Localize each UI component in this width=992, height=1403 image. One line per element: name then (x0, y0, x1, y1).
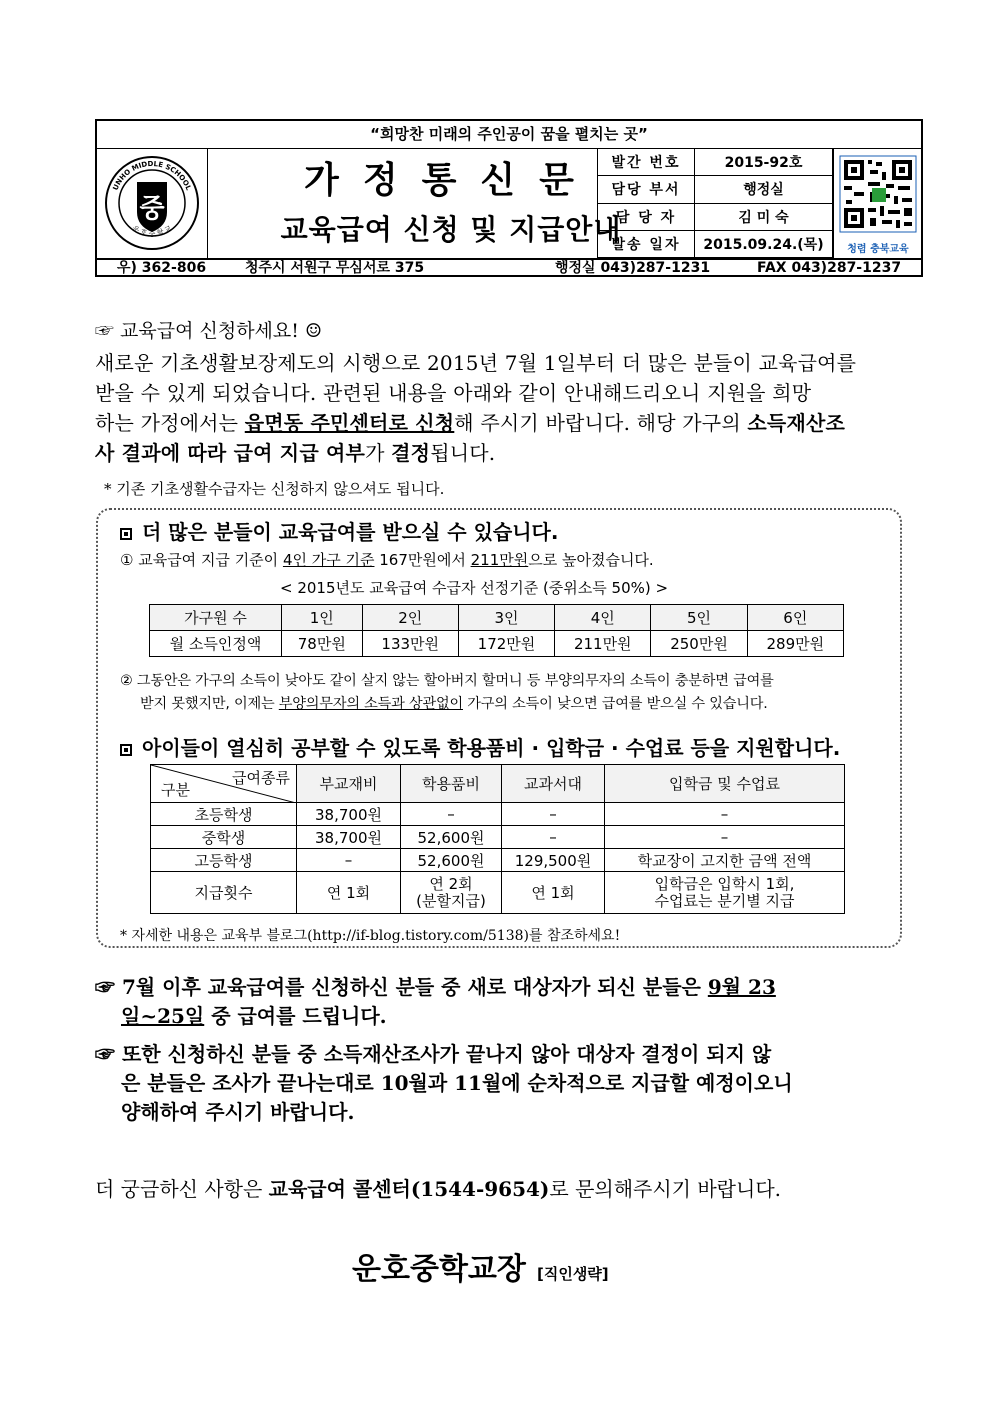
intro-line-3: 하는 가정에서는 읍면동 주민센터로 신청해 주시기 바랍니다. 해당 가구의 소득재산조 (95, 411, 846, 435)
info-row: 발간 번호 2015-92호 (598, 149, 833, 176)
info-row: 담 당 자 김 미 숙 (598, 203, 833, 230)
benefit-table (150, 764, 845, 914)
intro-line-4: 사 결과에 따라 급여 지급 여부가 결정됩니다. (95, 441, 496, 465)
qr-code-icon (834, 148, 922, 240)
logo-text-top: UNHO MIDDLE SCHOOL (111, 159, 193, 192)
signature-block (352, 1244, 609, 1288)
qr-code (833, 148, 922, 258)
subject-title: 교육급여 신청 및 지급안내 (280, 213, 622, 246)
notice-2-line-3: 양해하여 주시기 바랍니다. (121, 1100, 355, 1124)
newsletter-header (95, 119, 923, 277)
notice-2 (95, 1040, 793, 1127)
logo-text-bottom: 운 호 중 학 교 (130, 224, 174, 238)
info-row: 발송 일자 2015.09.24.(목) (598, 230, 833, 257)
section1-heading: 더 많은 분들이 교육급여를 받으실 수 있습니다. (120, 516, 558, 545)
table-row: 급여종류 구분 부교재비 학용품비 교과서대 입학금 및 수업료 (151, 765, 845, 803)
section1-item1: ① 교육급여 지급 기준이 4인 가구 기준 167만원에서 211만원으로 높아졌습니다. (120, 551, 654, 569)
seal-omitted-note: [직인생략] (536, 1265, 609, 1283)
square-bullet-icon (120, 744, 132, 756)
info-row: 담당 부서 행정실 (598, 176, 833, 203)
logo-char: 중 (139, 194, 165, 224)
street-address: 청주시 서원구 무심서로 375 (245, 260, 425, 276)
intro-note: * 기존 기초생활수급자는 신청하지 않으셔도 됩니다. (104, 480, 445, 498)
section2-heading: 아이들이 열심히 공부할 수 있도록 학용품비 · 입학금 · 수업료 등을 지원합니다. (120, 732, 840, 761)
notice-1 (95, 973, 776, 1031)
notice-1-line-2: 일~25일 중 급여를 드립니다. (121, 1004, 387, 1028)
intro-line-1: 새로운 기초생활보장제도의 시행으로 2015년 7월 1일부터 더 많은 분들이 교육급여를 (95, 351, 857, 375)
apply-location: 읍면동 주민센터로 신청 (244, 411, 455, 435)
postal-code: 우) 362-806 (117, 260, 207, 276)
school-slogan: “희망찬 미래의 주인공이 꿈을 펼치는 곳” (97, 121, 921, 149)
table-row: 가구원 수 1인 2인 3인 4인 5인 6인 (150, 605, 844, 631)
section1-item2-line1: ② 그동안은 가구의 소득이 낮아도 같이 살지 않는 할아버지 할머니 등 부양의무자의 소득이 충분하면 급여를 (120, 673, 774, 689)
income-criteria-table (149, 604, 844, 657)
office-phone: 행정실 043)287-1231 (555, 260, 711, 276)
section1-item2-line2: 받지 못했지만, 이제는 부양의무자의 소득과 상관없이 가구의 소득이 낮으면 급여를 받으실 수 있습니다. (140, 696, 768, 712)
table-row: 중학생 38,700원 52,600원 – – (151, 826, 845, 849)
notice-1-line-1: ☞ 7월 이후 교육급여를 신청하신 분들 중 새로 대상자가 되신 분들은 9월 23 (95, 975, 776, 999)
school-logo (97, 148, 208, 258)
notice-2-line-2: 은 분들은 조사가 끝나는대로 10월과 11월에 순차적으로 지급할 예정이오니 (121, 1071, 793, 1095)
criteria-table-caption: < 2015년도 교육급여 수급자 선정기준 (중위소득 50%) > (280, 579, 669, 597)
newsletter-title: 가정통신문 (304, 159, 598, 201)
fax-number: FAX 043)287-1237 (757, 260, 902, 276)
table-row: 고등학생 – 52,600원 129,500원 학교장이 고지한 금액 전액 (151, 849, 845, 872)
qr-caption: 청렴 충북교육 (847, 244, 909, 255)
intro-paragraph (95, 348, 903, 468)
issue-info-table (597, 148, 833, 258)
intro-line-2: 받을 수 있게 되었습니다. 관련된 내용을 아래와 같이 안내해드리오니 지원을 희망 (95, 381, 812, 405)
school-address-bar (97, 260, 921, 277)
intro-heading: ☞ 교육급여 신청하세요! ☺ (95, 320, 322, 342)
school-emblem-icon (97, 148, 207, 258)
table-corner-cell: 급여종류 구분 (151, 765, 297, 803)
table-row: 지급횟수 연 1회 연 2회 (분할지급) 연 1회 입학금은 입학시 1회, 수업료는 분기별 지급 (151, 872, 845, 914)
notice-2-line-1: ☞ 또한 신청하신 분들 중 소득재산조사가 끝나지 않아 대상자 결정이 되지 않 (95, 1042, 772, 1066)
blog-reference-note: * 자세한 내용은 교육부 블로그(http://if-blog.tistory.com/5138)를 참조하세요! (120, 928, 621, 944)
contact-line: 더 궁금하신 사항은 교육급여 콜센터(1544-9654)로 문의해주시기 바랍니다. (95, 1177, 781, 1201)
principal-title: 운호중학교장 (352, 1252, 526, 1287)
header-main-row (97, 148, 921, 260)
table-row: 월 소득인정액 78만원 133만원 172만원 211만원 250만원 289만원 (150, 631, 844, 657)
square-bullet-icon (120, 528, 132, 540)
table-row: 초등학생 38,700원 – – – (151, 803, 845, 826)
